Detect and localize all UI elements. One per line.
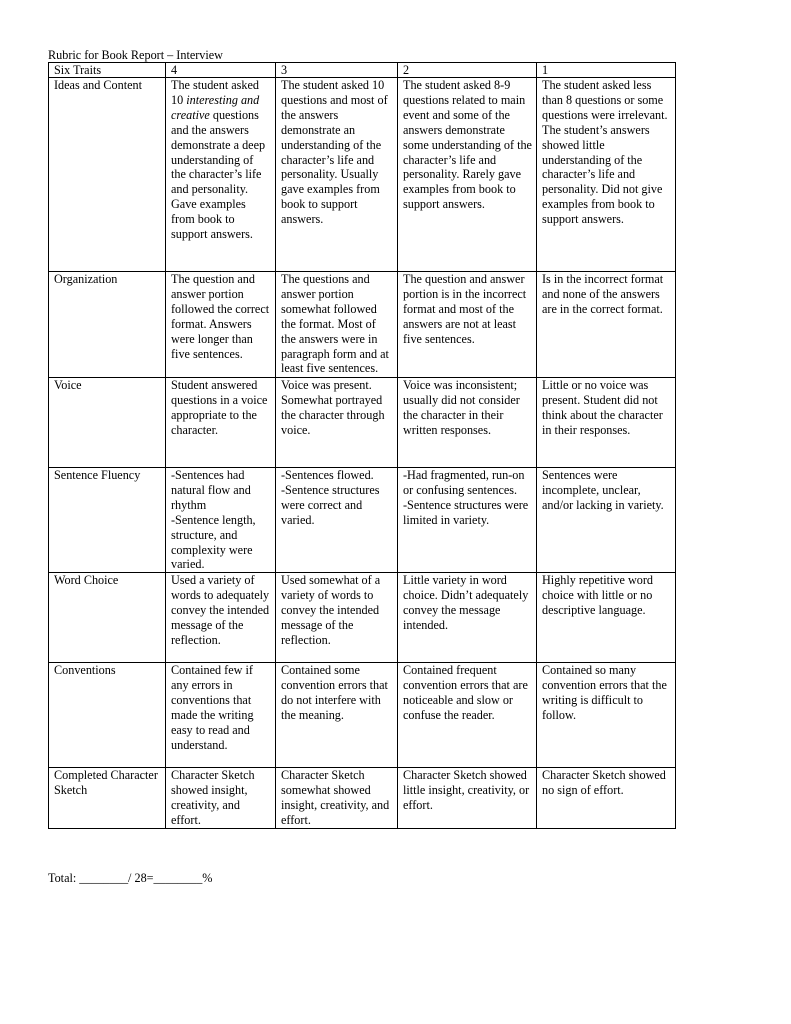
cell-text: Contained some convention errors that do not interfere with the meaning. — [281, 663, 388, 723]
cell-ideas-score-1 — [537, 78, 676, 272]
header-score-2: 2 — [398, 63, 537, 78]
rubric-row-voice — [49, 378, 676, 468]
cell-text: Character Sketch showed little insight, creativity, or effort. — [403, 768, 530, 813]
cell-text: Is in the incorrect format and none of the answers are in the correct format. — [542, 272, 664, 316]
cell-text: Character Sketch showed no sign of effort. — [542, 768, 666, 798]
trait-conventions: Conventions — [49, 663, 166, 768]
cell-text: Character Sketch showed insight, creativity, and effort. — [171, 768, 255, 828]
cell-conventions-score-3 — [276, 663, 398, 768]
cell-text: -Sentence structures were correct and varied. — [281, 482, 380, 527]
trait-sentence-fluency: Sentence Fluency — [49, 468, 166, 573]
cell-text: Contained few if any errors in conventions that made the writing easy to read and understand. — [171, 663, 254, 752]
cell-text: The student asked 8-9 questions related to main event and some of the answers demonstrate some understanding of the character’s life and personality. Rarely gave examples from book to support answers. — [403, 78, 532, 212]
cell-voice-score-2 — [398, 378, 537, 468]
cell-text: questions and the answers demonstrate a deep understanding of the character’s life and personality. Gave examples from book to support answers. — [171, 107, 266, 242]
trait-ideas-and-content: Ideas and Content — [49, 78, 166, 272]
cell-text: Voice was present. Somewhat portrayed the character through voice. — [281, 378, 385, 437]
trait-word-choice: Word Choice — [49, 573, 166, 663]
rubric-table — [48, 62, 676, 829]
trait-organization: Organization — [49, 272, 166, 378]
cell-text: The student asked 10 — [171, 78, 259, 107]
header-score-1: 1 — [537, 63, 676, 78]
cell-text: -Sentence length, structure, and complexity were varied. — [171, 512, 256, 572]
cell-sketch-score-4 — [166, 768, 276, 829]
header-score-3: 3 — [276, 63, 398, 78]
cell-fluency-score-4 — [166, 468, 276, 573]
cell-text: Sentences were incomplete, unclear, and/or lacking in variety. — [542, 468, 664, 512]
trait-completed-character-sketch: Completed Character Sketch — [49, 768, 166, 829]
cell-text: -Had fragmented, run-on or confusing sentences. — [403, 468, 525, 497]
cell-text: The student asked less than 8 questions or some questions were irrelevant. The student’s answers showed little understanding of the character’s life and personality. Did not give examples from book to support answers. — [542, 78, 668, 227]
cell-text: -Sentence structures were limited in variety. — [403, 497, 529, 527]
cell-conventions-score-2 — [398, 663, 537, 768]
rubric-row-organization — [49, 272, 676, 378]
cell-voice-score-1 — [537, 378, 676, 468]
rubric-row-conventions — [49, 663, 676, 768]
rubric-row-ideas-and-content — [49, 78, 676, 272]
cell-sketch-score-1 — [537, 768, 676, 829]
cell-voice-score-4 — [166, 378, 276, 468]
cell-text: Contained frequent convention errors that are noticeable and slow or confuse the reader. — [403, 663, 528, 723]
cell-sketch-score-2 — [398, 768, 537, 829]
cell-text: The student asked 10 questions and most of the answers demonstrate an understanding of the character’s life and personality. Usually gave examples from book to support answers. — [281, 78, 388, 227]
cell-fluency-score-2 — [398, 468, 537, 573]
cell-fluency-score-1 — [537, 468, 676, 573]
cell-text: The questions and answer portion somewhat followed the format. Most of the answers were in paragraph form and at least five sentences. — [281, 272, 389, 376]
cell-conventions-score-1 — [537, 663, 676, 768]
cell-organization-score-2 — [398, 272, 537, 378]
cell-word-choice-score-3 — [276, 573, 398, 663]
cell-word-choice-score-4 — [166, 573, 276, 663]
cell-text: The question and answer portion followed the correct format. Answers were longer than five sentences. — [171, 272, 270, 361]
cell-word-choice-score-2 — [398, 573, 537, 663]
document-title: Rubric for Book Report – Interview — [48, 48, 223, 62]
rubric-row-word-choice — [49, 573, 676, 663]
cell-organization-score-4 — [166, 272, 276, 378]
rubric-body — [49, 78, 676, 829]
cell-word-choice-score-1 — [537, 573, 676, 663]
header-score-4: 4 — [166, 63, 276, 78]
cell-text: -Sentences flowed. — [281, 468, 374, 482]
total-score-line: Total: ________/ 28=________% — [48, 871, 213, 885]
cell-ideas-score-4 — [166, 78, 276, 272]
cell-ideas-score-2 — [398, 78, 537, 272]
cell-text: Little or no voice was present. Student did not think about the character in their responses. — [542, 378, 663, 437]
rubric-row-sentence-fluency — [49, 468, 676, 573]
cell-organization-score-1 — [537, 272, 676, 378]
cell-fluency-score-3 — [276, 468, 398, 573]
emphasized-text: interesting and creative — [171, 92, 260, 122]
cell-text: The question and answer portion is in the incorrect format and most of the answers are not at least five sentences. — [403, 272, 527, 346]
cell-text: Used a variety of words to adequately convey the intended message of the reflection. — [171, 573, 270, 647]
cell-text: Highly repetitive word choice with little or no descriptive language. — [542, 573, 654, 618]
cell-text: -Sentences had natural flow and rhythm — [171, 468, 251, 512]
cell-text: Little variety in word choice. Didn’t adequately convey the message intended. — [403, 573, 529, 633]
cell-organization-score-3 — [276, 272, 398, 378]
header-six-traits: Six Traits — [49, 63, 166, 78]
cell-text: Voice was inconsistent; usually did not consider the character in their written responses. — [403, 378, 520, 437]
cell-sketch-score-3 — [276, 768, 398, 829]
cell-text: Student answered questions in a voice appropriate to the character. — [171, 378, 268, 437]
cell-conventions-score-4 — [166, 663, 276, 768]
trait-voice: Voice — [49, 378, 166, 468]
cell-text: Character Sketch somewhat showed insight, creativity, and effort. — [281, 768, 390, 828]
cell-text: Used somewhat of a variety of words to convey the intended message of the reflection. — [281, 573, 381, 647]
cell-ideas-score-3 — [276, 78, 398, 272]
rubric-row-completed-character-sketch — [49, 768, 676, 829]
cell-voice-score-3 — [276, 378, 398, 468]
rubric-header-row — [49, 63, 676, 78]
cell-text: Contained so many convention errors that the writing is difficult to follow. — [542, 663, 667, 723]
